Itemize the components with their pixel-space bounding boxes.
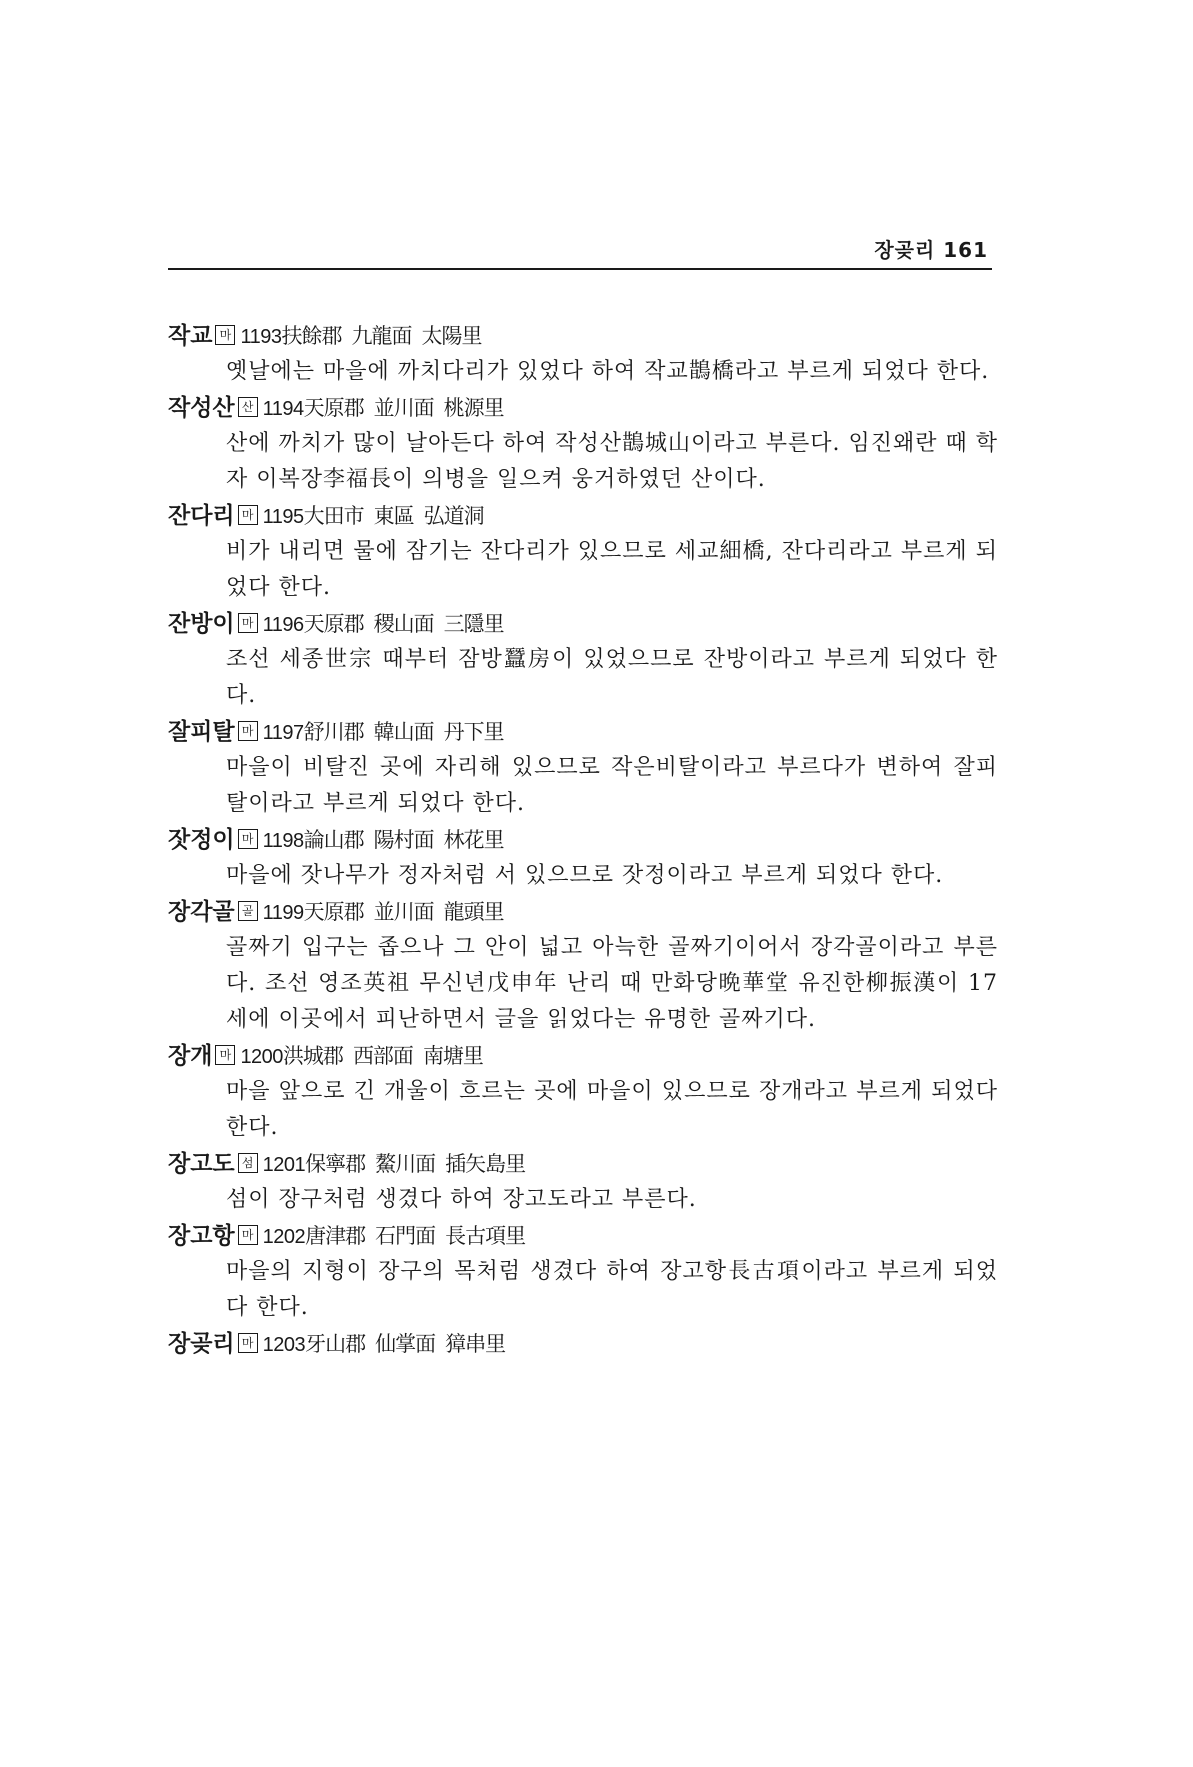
entry-number: 1201 — [262, 1154, 306, 1176]
entry-head — [168, 1218, 998, 1254]
entry-head — [168, 318, 998, 354]
category-badge: 마 — [238, 829, 258, 849]
entry — [168, 1038, 998, 1146]
entry-head — [168, 822, 998, 858]
running-head-text: 장곶리 161 — [874, 238, 988, 262]
entry-term: 잔다리 — [168, 503, 235, 529]
entry-term: 장고항 — [168, 1223, 235, 1249]
entry-description: 마을의 지형이 장구의 목처럼 생겼다 하여 장고항長古項이라고 부르게 되었다 한다. — [226, 1259, 998, 1320]
entry-village: 林花里 — [443, 828, 504, 852]
entry-head — [168, 1038, 998, 1074]
running-header — [168, 232, 992, 270]
entry — [168, 318, 998, 390]
entry-term: 장각골 — [168, 899, 235, 925]
entry-village: 獐串里 — [445, 1332, 506, 1356]
entry-number: 1197 — [262, 722, 304, 744]
entry — [168, 714, 998, 822]
category-badge: 마 — [238, 1333, 258, 1353]
entry-county: 保寧郡 — [305, 1152, 366, 1176]
entry-list — [168, 318, 998, 1362]
entry — [168, 894, 998, 1038]
entry-number: 1196 — [262, 614, 304, 636]
entry-head — [168, 1146, 998, 1182]
entry-township: 並川面 — [373, 396, 434, 420]
category-badge: 마 — [215, 1045, 235, 1065]
entry-number: 1194 — [262, 398, 304, 420]
entry-term: 잣정이 — [168, 827, 235, 853]
category-badge: 골 — [238, 901, 258, 921]
entry-head — [168, 1326, 998, 1362]
entry-village: 三隱里 — [443, 612, 504, 636]
entry-term: 잘피탈 — [168, 719, 235, 745]
category-badge: 마 — [238, 505, 258, 525]
entry-head — [168, 390, 998, 426]
entry-township: 東區 — [373, 504, 414, 528]
entry-township: 鰲川面 — [375, 1152, 436, 1176]
entry-description: 비가 내리면 물에 잠기는 잔다리가 있으므로 세교細橋, 잔다리라고 부르게 되었다 한다. — [226, 539, 998, 600]
entry-number: 1199 — [262, 902, 304, 924]
entry-village: 太陽里 — [421, 324, 482, 348]
category-badge: 마 — [238, 721, 258, 741]
entry-village: 弘道洞 — [423, 504, 484, 528]
entry-township: 稷山面 — [373, 612, 434, 636]
entry — [168, 1218, 998, 1326]
entry-county: 牙山郡 — [305, 1332, 366, 1356]
entry-number: 1202 — [262, 1226, 306, 1248]
entry-village: 南塘里 — [422, 1044, 483, 1068]
entry-village: 丹下里 — [443, 720, 504, 744]
entry-description: 마을 앞으로 긴 개울이 흐르는 곳에 마을이 있으므로 장개라고 부르게 되었다 한다. — [226, 1079, 998, 1140]
entry-number: 1193 — [240, 326, 282, 348]
entry-county: 大田市 — [303, 504, 364, 528]
entry-term: 잔방이 — [168, 611, 235, 637]
entry-township: 並川面 — [373, 900, 434, 924]
entry-term: 작교 — [168, 323, 213, 349]
entry-description: 마을이 비탈진 곳에 자리해 있으므로 작은비탈이라고 부르다가 변하여 잘피탈이라고 부르게 되었다 한다. — [226, 755, 998, 816]
entry-county: 洪城郡 — [282, 1044, 343, 1068]
entry-county: 扶餘郡 — [281, 324, 342, 348]
entry — [168, 1326, 998, 1362]
entry-number: 1200 — [240, 1046, 283, 1068]
entry-description: 옛날에는 마을에 까치다리가 있었다 하여 작교鵲橋라고 부르게 되었다 한다. — [226, 359, 990, 384]
entry-county: 舒川郡 — [303, 720, 364, 744]
entry-description: 섬이 장구처럼 생겼다 하여 장고도라고 부른다. — [226, 1187, 697, 1212]
entry — [168, 390, 998, 498]
entry-head — [168, 606, 998, 642]
entry-village: 插矢島里 — [445, 1152, 526, 1176]
entry-township: 西部面 — [352, 1044, 413, 1068]
category-badge: 산 — [238, 397, 258, 417]
entry-county: 唐津郡 — [305, 1224, 366, 1248]
entry-description: 마을에 잣나무가 정자처럼 서 있으므로 잣정이라고 부르게 되었다 한다. — [226, 863, 944, 888]
entry-county: 天原郡 — [303, 612, 364, 636]
entry — [168, 822, 998, 894]
entry-township: 韓山面 — [373, 720, 434, 744]
entry-township: 陽村面 — [373, 828, 434, 852]
entry-township: 石門面 — [375, 1224, 436, 1248]
entry-description: 산에 까치가 많이 날아든다 하여 작성산鵲城山이라고 부른다. 임진왜란 때 학자 이복장李福長이 의병을 일으켜 웅거하였던 산이다. — [226, 431, 998, 492]
entry-head — [168, 714, 998, 750]
entry-head — [168, 894, 998, 930]
entry-description: 조선 세종世宗 때부터 잠방蠶房이 있었으므로 잔방이라고 부르게 되었다 한다. — [226, 647, 998, 708]
entry-county: 天原郡 — [303, 396, 364, 420]
entry-township: 九龍面 — [351, 324, 412, 348]
entry — [168, 498, 998, 606]
entry-county: 論山郡 — [303, 828, 364, 852]
category-badge: 섬 — [238, 1153, 258, 1173]
entry-term: 장곶리 — [168, 1331, 235, 1357]
entry-head — [168, 498, 998, 534]
entry-term: 장고도 — [168, 1151, 235, 1177]
entry-term: 장개 — [168, 1043, 213, 1069]
entry-number: 1198 — [262, 830, 304, 852]
entry-village: 龍頭里 — [443, 900, 504, 924]
entry-term: 작성산 — [168, 395, 235, 421]
entry — [168, 606, 998, 714]
entry-description: 골짜기 입구는 좁으나 그 안이 넓고 아늑한 골짜기이어서 장각골이라고 부른다. 조선 영조英祖 무신년戊申年 난리 때 만화당晩華堂 유진한柳振漢이 17세에 이곳에서 피난하면서 글을 읽었다는 유명한 골짜기다. — [226, 935, 998, 1032]
category-badge: 마 — [238, 613, 258, 633]
entry-village: 長古項里 — [445, 1224, 526, 1248]
entry-number: 1195 — [262, 506, 304, 528]
entry — [168, 1146, 998, 1218]
entry-township: 仙掌面 — [375, 1332, 436, 1356]
category-badge: 마 — [215, 325, 235, 345]
entry-village: 桃源里 — [443, 396, 504, 420]
category-badge: 마 — [238, 1225, 258, 1245]
entry-number: 1203 — [262, 1334, 306, 1356]
entry-county: 天原郡 — [303, 900, 364, 924]
